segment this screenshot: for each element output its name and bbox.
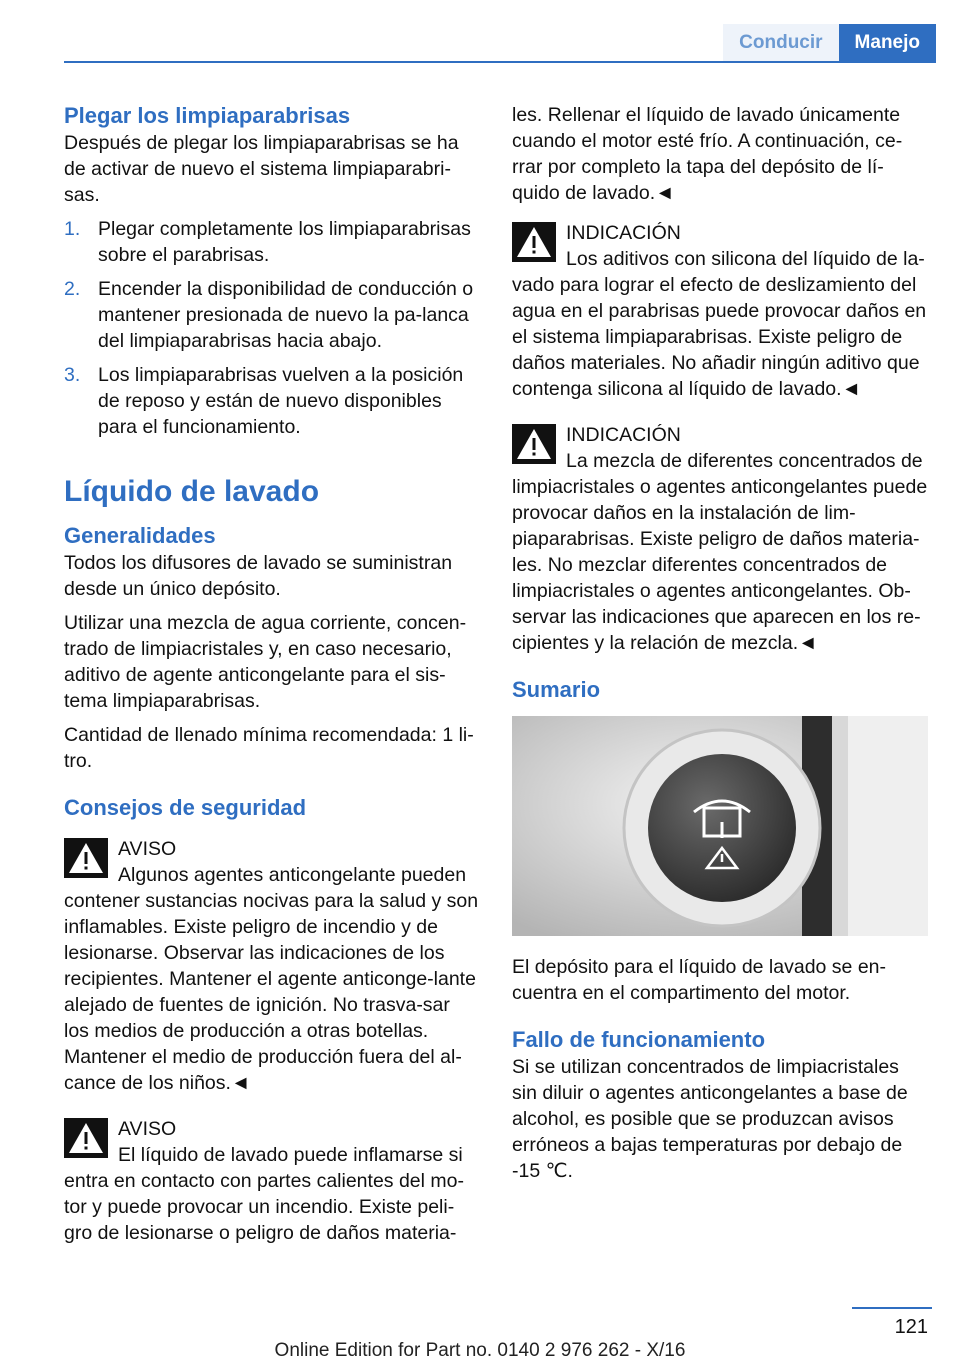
- failure-text: Si se utilizan concentrados de limpiacristales sin diluir o agentes anticongelantes a base de alcohol, es posible que se produzcan avisos erróneos a bajas temperaturas por debajo de -15 ℃.: [512, 1056, 908, 1182]
- warning-text: Algunos agentes anticongelante pueden contener sustancias nocivas para la salud y son inflamables. Existe peligro de incendio y de lesionarse. Observar las indicaciones de los recipientes. Mantener el agente anticonge-lante alejado de fuentes de ignición. No trasva-sar los medios de producción a otras botellas. Mantener el medio de producción fuera del al-cance de los niños.◄: [64, 864, 479, 1094]
- note-title: INDICACIÓN: [566, 424, 681, 446]
- tab-manejo[interactable]: Manejo: [839, 24, 936, 62]
- step-text: Encender la disponibilidad de conducción o mantener presionada de nuevo la pa-lanca del limpiaparabrisas hacia abajo.: [98, 278, 474, 352]
- warning-triangle-icon: [64, 838, 108, 878]
- header-tabs: [723, 24, 936, 62]
- note-title: INDICACIÓN: [566, 222, 681, 244]
- step-number: 1.: [64, 218, 81, 240]
- note-block-2: [512, 422, 928, 656]
- warning-text: El líquido de lavado puede inflamarse si entra en contacto con partes calientes del mo-tor y puede provocar un incendio. Existe peli-gro de lesionarse o peligro de daños materia-: [64, 1144, 464, 1244]
- general-paragraph-1: Todos los difusores de lavado se suministran desde un único depósito.: [64, 552, 453, 600]
- step-number: 3.: [64, 364, 81, 386]
- note-text: La mezcla de diferentes concentrados de limpiacristales o agentes anticongelantes puede provocar daños en la instalación de lim-piaparabrisas. Existe peligro de daños materia-les. No mezclar diferentes concentrados de limpiacristales o agentes anticongelantes. Ob-servar las indicaciones que aparecen en los re-cipientes y la relación de mezcla.◄: [512, 450, 928, 654]
- step-item: [64, 276, 480, 354]
- photo-caption: El depósito para el líquido de lavado se en-cuentra en el compartimento del motor.: [512, 956, 887, 1004]
- step-text: Plegar completamente los limpiaparabrisas sobre el parabrisas.: [98, 218, 471, 266]
- warning-block-1: [64, 836, 480, 1096]
- fold-wipers-heading: Plegar los limpiaparabrisas: [64, 103, 351, 128]
- edition-footer: Online Edition for Part no. 0140 2 976 262 - X/16: [274, 1340, 686, 1361]
- page-number: 121: [894, 1316, 928, 1338]
- warning-triangle-icon: [512, 222, 556, 262]
- warning-block-2: [64, 1116, 480, 1246]
- note-text: Los aditivos con silicona del líquido de la-vado para lograr el efecto de deslizamiento del agua en el parabrisas puede provocar daños en el sistema limpiaparabrisas. Existe peligro de daños materiales. No añadir ningún aditivo que contenga silicona al líquido de lavado.◄: [512, 248, 927, 400]
- general-heading: Generalidades: [64, 523, 216, 548]
- fold-steps-list: [64, 216, 480, 440]
- general-paragraph-2: Utilizar una mezcla de agua corriente, concen-trado de limpiacristales y, en caso necesario, aditivo de agente anticongelante para el sis-tema limpiaparabrisas.: [64, 612, 467, 712]
- washer-fluid-heading: Líquido de lavado: [64, 475, 320, 508]
- warning-triangle-icon: [64, 1118, 108, 1158]
- header-rule: [64, 61, 936, 63]
- right-column: [512, 102, 928, 1192]
- warning-triangle-icon: [512, 424, 556, 464]
- footer-rule: [852, 1307, 932, 1309]
- continued-text: les. Rellenar el líquido de lavado únicamente cuando el motor esté frío. A continuación, ce-rrar por completo la tapa del depósito de lí-quido de lavado.◄: [512, 104, 903, 204]
- safety-heading: Consejos de seguridad: [64, 795, 307, 820]
- summary-heading: Sumario: [512, 677, 601, 702]
- warning-title: AVISO: [118, 838, 177, 860]
- general-paragraph-3: Cantidad de llenado mínima recomendada: 1 li-tro.: [64, 724, 474, 772]
- washer-reservoir-photo: [512, 716, 928, 936]
- tab-conducir[interactable]: Conducir: [723, 24, 838, 62]
- step-text: Los limpiaparabrisas vuelven a la posición de reposo y están de nuevo disponibles para el funcionamiento.: [98, 364, 464, 438]
- step-item: [64, 216, 480, 268]
- fold-wipers-intro: Después de plegar los limpiaparabrisas se ha de activar de nuevo el sistema limpiaparabri-sas.: [64, 132, 459, 206]
- failure-heading: Fallo de funcionamiento: [512, 1027, 766, 1052]
- note-block-1: [512, 220, 928, 402]
- step-item: [64, 362, 480, 440]
- step-number: 2.: [64, 278, 81, 300]
- left-column: [64, 102, 480, 1266]
- warning-title: AVISO: [118, 1118, 177, 1140]
